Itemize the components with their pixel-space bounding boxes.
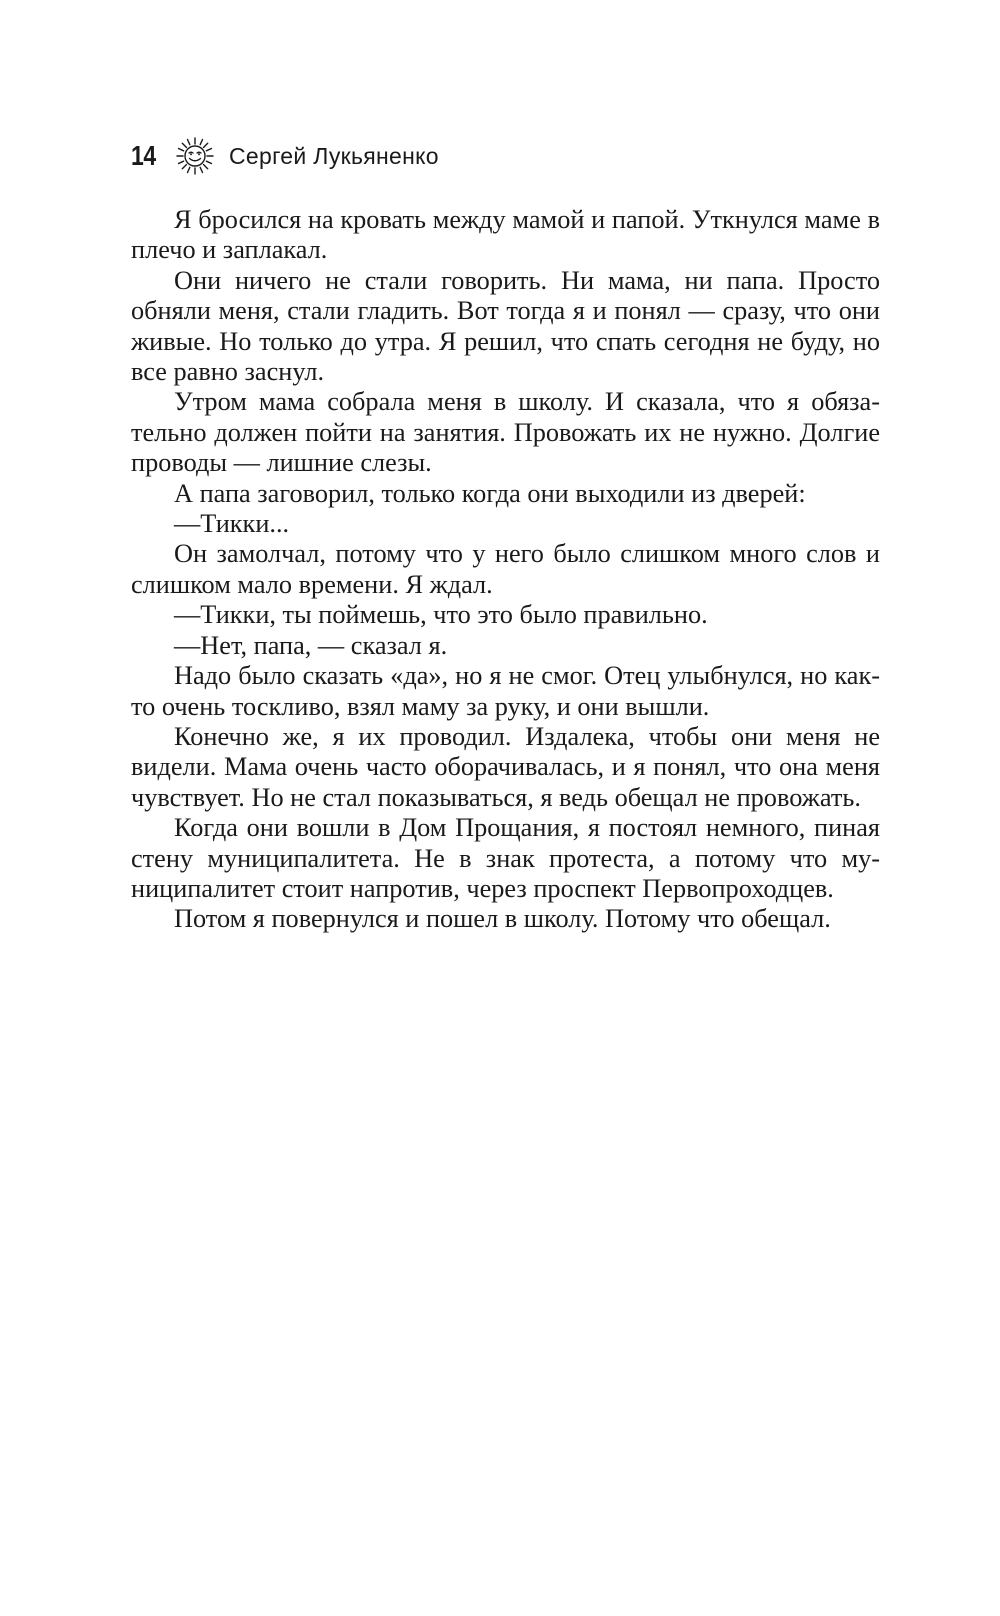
page-header (131, 136, 439, 176)
paragraph: Надо было сказать «да», но я не смог. Отец улыбнулся, но как-то очень тоскливо, взял маму за руку, и они вышли. (131, 661, 880, 721)
paragraph: Я бросился на кровать между мамой и папой. Уткнулся маме в плечо и заплакал. (131, 205, 880, 265)
dialogue-line: —Тикки... (174, 509, 290, 539)
paragraph: Он замолчал, потому что у него было слишком много слов и слишком мало времени. Я ждал. (131, 539, 880, 599)
body-text (131, 205, 880, 935)
dialogue-line: —Нет, папа, — сказал я. (174, 630, 448, 660)
paragraph: Утром мама собрала меня в школу. И сказала, что я обязательно должен пойти на занятия. Провожать их не нужно. Долгие проводы — лишние слезы. (131, 387, 880, 478)
paragraph: Потом я повернулся и пошел в школу. Потому что обещал. (174, 904, 831, 934)
author-name: Сергей Лукьяненко (229, 142, 439, 169)
paragraph: Когда они вошли в Дом Прощания, я постоял немного, пиная стену муниципалитета. Не в знак протеста, а потому что муниципалитет стоит напротив, через проспект Первопроходцев. (131, 813, 880, 903)
page-number: 14 (131, 140, 156, 171)
sun-icon (175, 136, 215, 176)
paragraph: А папа заговорил, только когда они выходили из дверей: (174, 478, 806, 508)
paragraph: Конечно же, я их проводил. Издалека, чтобы они меня не видели. Мама очень часто оборачивалась, и я понял, что она меня чувствует. Но не стал показываться, я ведь обещал не провожать. (131, 721, 880, 812)
paragraph: Они ничего не стали говорить. Ни мама, ни папа. Просто обняли меня, стали гладить. Вот тогда я и понял — сразу, что они живые. Но только до утра. Я решил, что спать сегодня не буду, но все равно заснул. (131, 265, 880, 387)
dialogue-line: —Тикки, ты поймешь, что это было правильно. (174, 600, 708, 630)
